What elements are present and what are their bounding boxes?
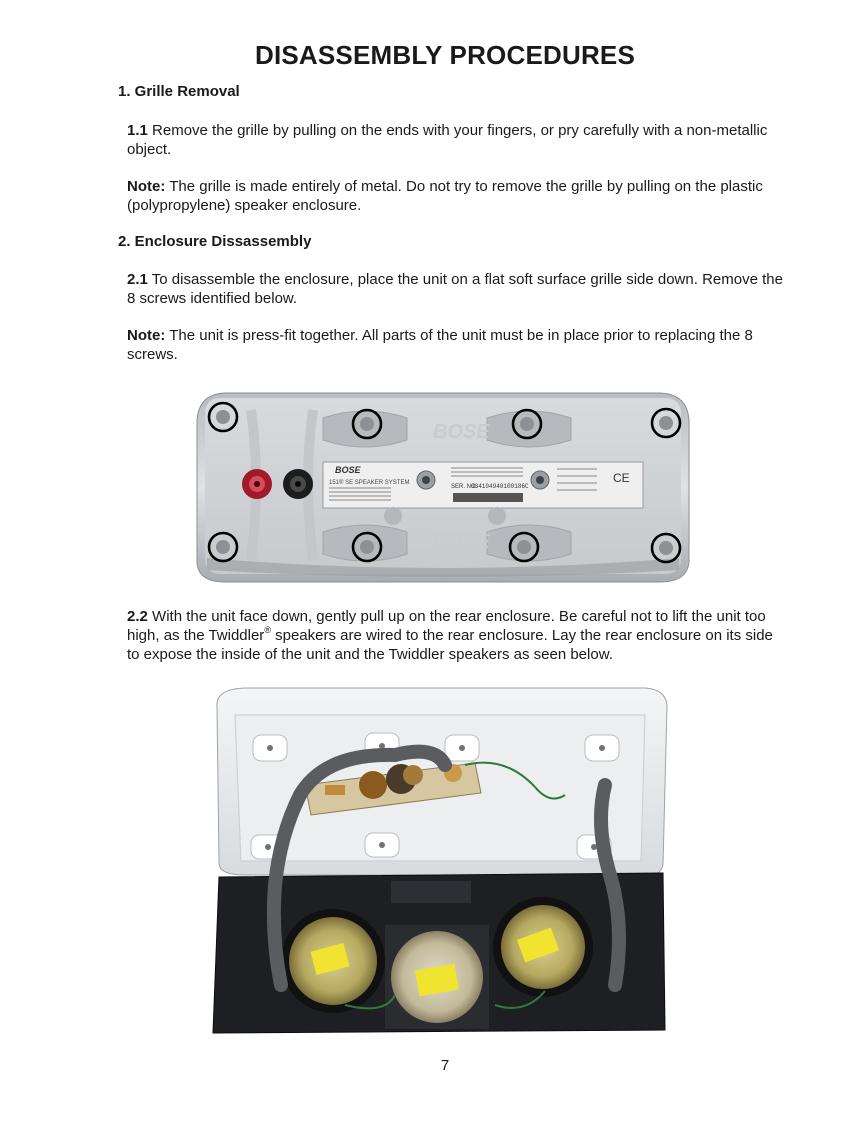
note-grille (127, 177, 787, 215)
embossed-logo-bottom: BOSE (433, 531, 490, 553)
note-label: Note: (127, 178, 166, 195)
label-logo: BOSE (335, 465, 361, 475)
page-number: 7 (440, 1057, 450, 1074)
step-label: 2.2 (127, 608, 148, 625)
note-text: The unit is press-fit together. All parts of the unit must be in place prior to replacing the 8 screws. (127, 327, 753, 363)
registered-mark: ® (264, 625, 271, 635)
step-label: 1.1 (127, 122, 148, 139)
label-port-right-icon (531, 471, 549, 489)
step-text: To disassemble the enclosure, place the unit on a flat soft surface grille side down. Remove the 8 screws identified below. (127, 271, 783, 307)
step-2-2 (127, 607, 787, 664)
label-serial: 034104940100186C (471, 483, 529, 490)
embossed-logo-top: BOSE (433, 421, 490, 443)
step-2-1 (127, 270, 787, 308)
step-text-after: speakers are wired to the rear enclosure. Lay the rear enclosure on its side to expose the inside of the unit and the Twiddler speakers as seen below. (127, 627, 773, 663)
twiddler-speaker-left (281, 909, 385, 1013)
note-text: The grille is made entirely of metal. Do not try to remove the grille by pulling on the plastic (polypropylene) speaker enclosure. (127, 178, 763, 214)
section-heading-grille-removal: 1. Grille Removal (118, 83, 240, 100)
rear-enclosure-screws-figure (195, 390, 690, 585)
step-label: 2.1 (127, 271, 148, 288)
note-press-fit (127, 326, 787, 364)
label-ser: SER. NO. (451, 484, 478, 490)
black-terminal (283, 469, 313, 499)
product-label (323, 462, 643, 508)
page-title: DISASSEMBLY PROCEDURES (254, 40, 636, 70)
step-1-1 (127, 121, 787, 159)
label-model: 151® SE SPEAKER SYSTEM (329, 480, 410, 486)
note-label: Note: (127, 327, 166, 344)
center-speaker (385, 925, 489, 1029)
red-terminal (242, 469, 272, 499)
step-text-before: With the unit face down, gently pull up on the rear enclosure. Be careful not to lift the unit too high, as the Twiddler (127, 608, 766, 644)
step-text: Remove the grille by pulling on the ends with your fingers, or pry carefully with a non-metallic object. (127, 122, 768, 158)
section-heading-enclosure: 2. Enclosure Dissassembly (118, 233, 312, 250)
open-enclosure-twiddler-figure (205, 685, 670, 1040)
label-port-left-icon (417, 471, 435, 489)
twiddler-speaker-right (493, 897, 593, 997)
ce-mark: CE (613, 471, 630, 485)
